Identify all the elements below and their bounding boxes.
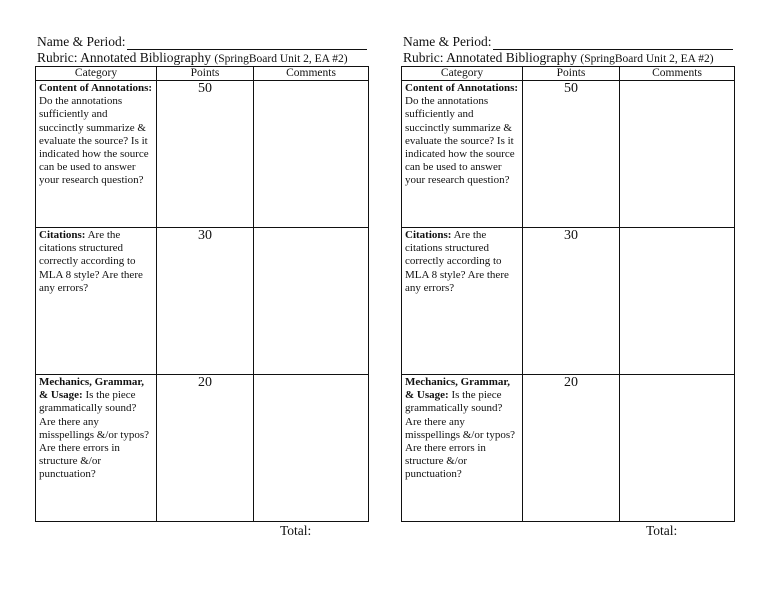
rubric-title bbox=[403, 50, 734, 66]
comments-cell[interactable] bbox=[254, 228, 369, 375]
name-period-line bbox=[403, 34, 734, 50]
table-header-row bbox=[36, 67, 369, 81]
name-period-line bbox=[37, 34, 368, 50]
category-cell bbox=[36, 228, 157, 375]
header-points: Points bbox=[523, 67, 620, 81]
comments-cell[interactable] bbox=[620, 375, 735, 522]
category-name: Mechanics, Grammar, & Usage: bbox=[405, 376, 510, 402]
points-cell: 30 bbox=[523, 228, 620, 375]
rubric-title-main: Rubric: Annotated Bibliography bbox=[37, 50, 215, 65]
table-header-row bbox=[402, 67, 735, 81]
header-category: Category bbox=[402, 67, 523, 81]
rubric-table bbox=[35, 66, 369, 522]
name-period-label: Name & Period: bbox=[403, 34, 492, 49]
name-period-blank[interactable] bbox=[127, 37, 367, 50]
total-label: Total: bbox=[280, 523, 312, 538]
table-row bbox=[402, 228, 735, 375]
rubric-right bbox=[401, 34, 734, 539]
comments-cell[interactable] bbox=[254, 81, 369, 228]
table-row bbox=[36, 375, 369, 522]
header-comments: Comments bbox=[254, 67, 369, 81]
category-description: Do the annotations sufficiently and succinctly summarize & evaluate the source? Is it indicated how the source can be used to answer your research question? bbox=[39, 95, 149, 187]
category-name: Content of Annotations: bbox=[39, 82, 153, 94]
category-description: Is the piece grammatically sound? Are there any misspellings &/or typos? Are there errors in structure &/or punctuation? bbox=[405, 389, 515, 481]
header-category: Category bbox=[36, 67, 157, 81]
category-description: Do the annotations sufficiently and succinctly summarize & evaluate the source? Is it indicated how the source can be used to answer your research question? bbox=[405, 95, 515, 187]
category-description: Are the citations structured correctly according to MLA 8 style? Are there any errors? bbox=[39, 229, 143, 294]
header-comments: Comments bbox=[620, 67, 735, 81]
rubric-title bbox=[37, 50, 368, 66]
table-row bbox=[402, 375, 735, 522]
points-cell: 50 bbox=[523, 81, 620, 228]
category-name: Content of Annotations: bbox=[405, 82, 519, 94]
category-cell bbox=[36, 81, 157, 228]
name-period-blank[interactable] bbox=[493, 37, 733, 50]
category-cell bbox=[402, 81, 523, 228]
name-period-label: Name & Period: bbox=[37, 34, 126, 49]
table-row bbox=[36, 81, 369, 228]
total-label: Total: bbox=[646, 523, 678, 538]
rubric-title-main: Rubric: Annotated Bibliography bbox=[403, 50, 581, 65]
comments-cell[interactable] bbox=[254, 375, 369, 522]
points-cell: 50 bbox=[157, 81, 254, 228]
points-cell: 30 bbox=[157, 228, 254, 375]
rubric-title-source: (SpringBoard Unit 2, EA #2) bbox=[214, 53, 348, 65]
rubric-left bbox=[35, 34, 368, 539]
header-points: Points bbox=[157, 67, 254, 81]
comments-cell[interactable] bbox=[620, 228, 735, 375]
category-name: Mechanics, Grammar, & Usage: bbox=[39, 376, 144, 402]
category-name: Citations: bbox=[405, 229, 452, 241]
rubric-table bbox=[401, 66, 735, 522]
points-cell: 20 bbox=[157, 375, 254, 522]
category-description: Is the piece grammatically sound? Are there any misspellings &/or typos? Are there errors in structure &/or punctuation? bbox=[39, 389, 149, 481]
comments-cell[interactable] bbox=[620, 81, 735, 228]
category-name: Citations: bbox=[39, 229, 86, 241]
category-cell bbox=[36, 375, 157, 522]
category-description: Are the citations structured correctly according to MLA 8 style? Are there any errors? bbox=[405, 229, 509, 294]
rubric-title-source: (SpringBoard Unit 2, EA #2) bbox=[580, 53, 714, 65]
table-row bbox=[402, 81, 735, 228]
category-cell bbox=[402, 228, 523, 375]
category-cell bbox=[402, 375, 523, 522]
points-cell: 20 bbox=[523, 375, 620, 522]
table-row bbox=[36, 228, 369, 375]
